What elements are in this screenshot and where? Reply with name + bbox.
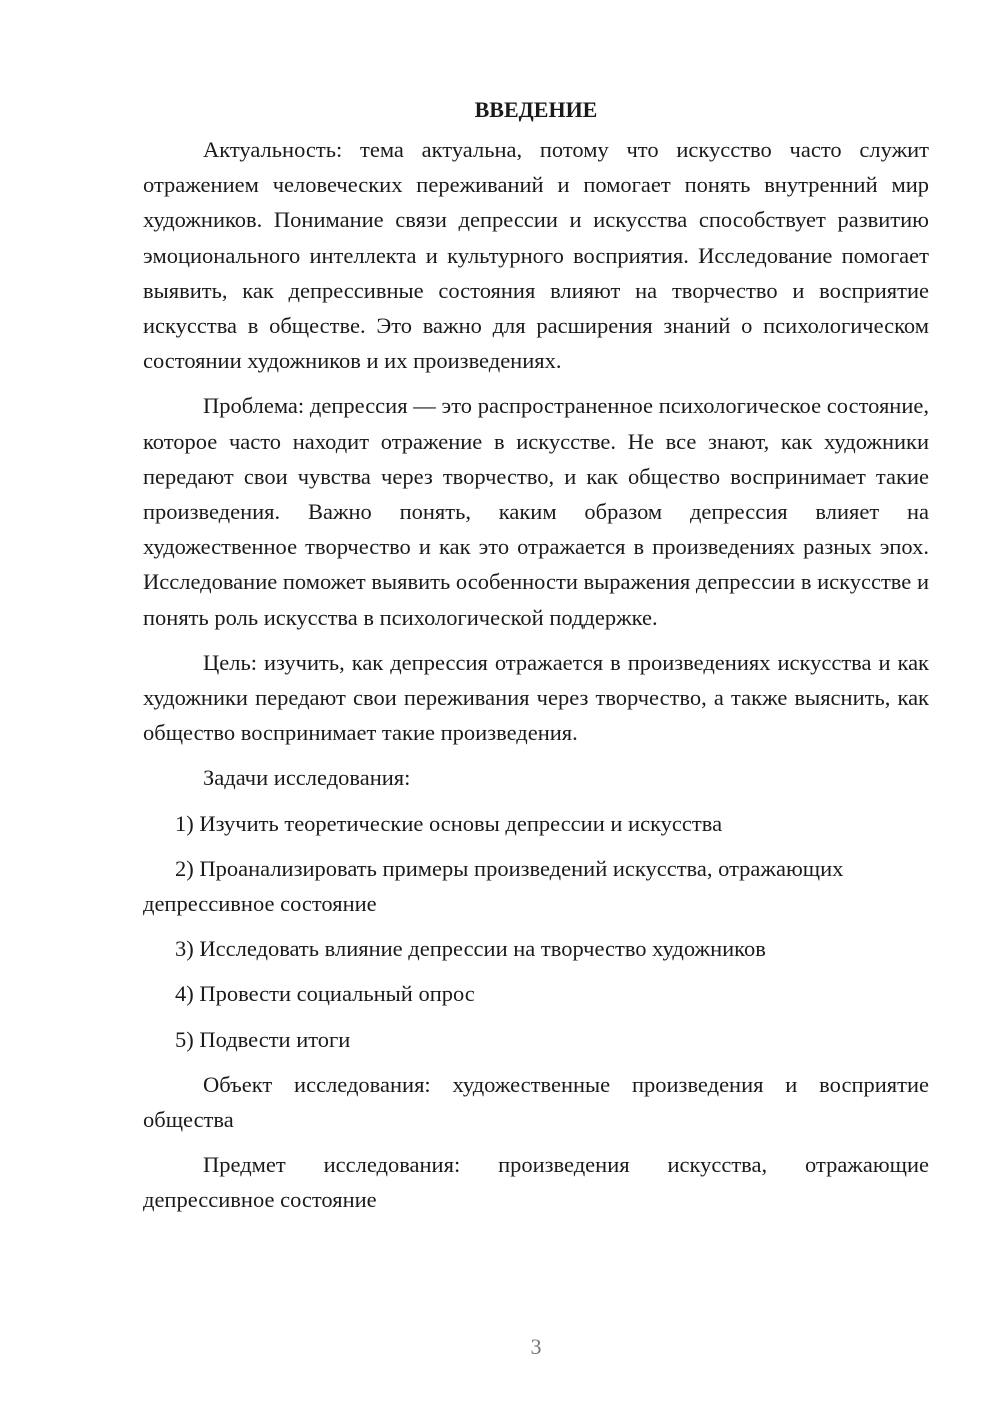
tasks-title: Задачи исследования: xyxy=(203,765,411,791)
problem-paragraph: Проблема: депрессия — это распространенное психологическое состояние, которое часто находит отражение в искусстве. Не все знают, как художники передают свои чувства через творчество, и как общество воспринимает такие произведения. Важно понять, каким образом депрессия влияет на художественное творчество и как это отражается в произведениях разных эпох. Исследование поможет выявить особенности выражения депрессии в искусстве и понять роль искусства в психологической поддержке. xyxy=(143,393,929,630)
task-item-5: 5) Подвести итоги xyxy=(175,1026,351,1052)
task-item-1: 1) Изучить теоретические основы депрессии и искусства xyxy=(175,810,723,836)
page-number: 3 xyxy=(530,1334,542,1359)
task-item-4: 4) Провести социальный опрос xyxy=(175,981,475,1007)
subject-paragraph: Предмет исследования: произведения искусства, отражающие депрессивное состояние xyxy=(143,1152,929,1213)
object-paragraph: Объект исследования: художественные произведения и восприятие общества xyxy=(143,1071,929,1133)
section-heading: ВВЕДЕНИЕ xyxy=(474,97,598,122)
document-body xyxy=(143,95,929,1228)
task-item-3: 3) Исследовать влияние депрессии на творчество художников xyxy=(175,936,766,962)
task-item-2: 2) Проанализировать примеры произведений искусства, отражающих депрессивное состояние xyxy=(143,855,844,917)
goal-paragraph: Цель: изучить, как депрессия отражается в произведениях искусства и как художники передают свои переживания через творчество, а также выяснить, как общество воспринимает такие произведения. xyxy=(143,649,929,746)
relevance-paragraph: Актуальность: тема актуальна, потому что искусство часто служит отражением человеческих переживаний и помогает понять внутренний мир художников. Понимание связи депрессии и искусства способствует развитию эмоционального интеллекта и культурного восприятия. Исследование помогает выявить, как депрессивные состояния влияют на творчество и восприятие искусства в обществе. Это важно для расширения знаний о психологическом состоянии художников и их произведениях. xyxy=(143,137,929,374)
